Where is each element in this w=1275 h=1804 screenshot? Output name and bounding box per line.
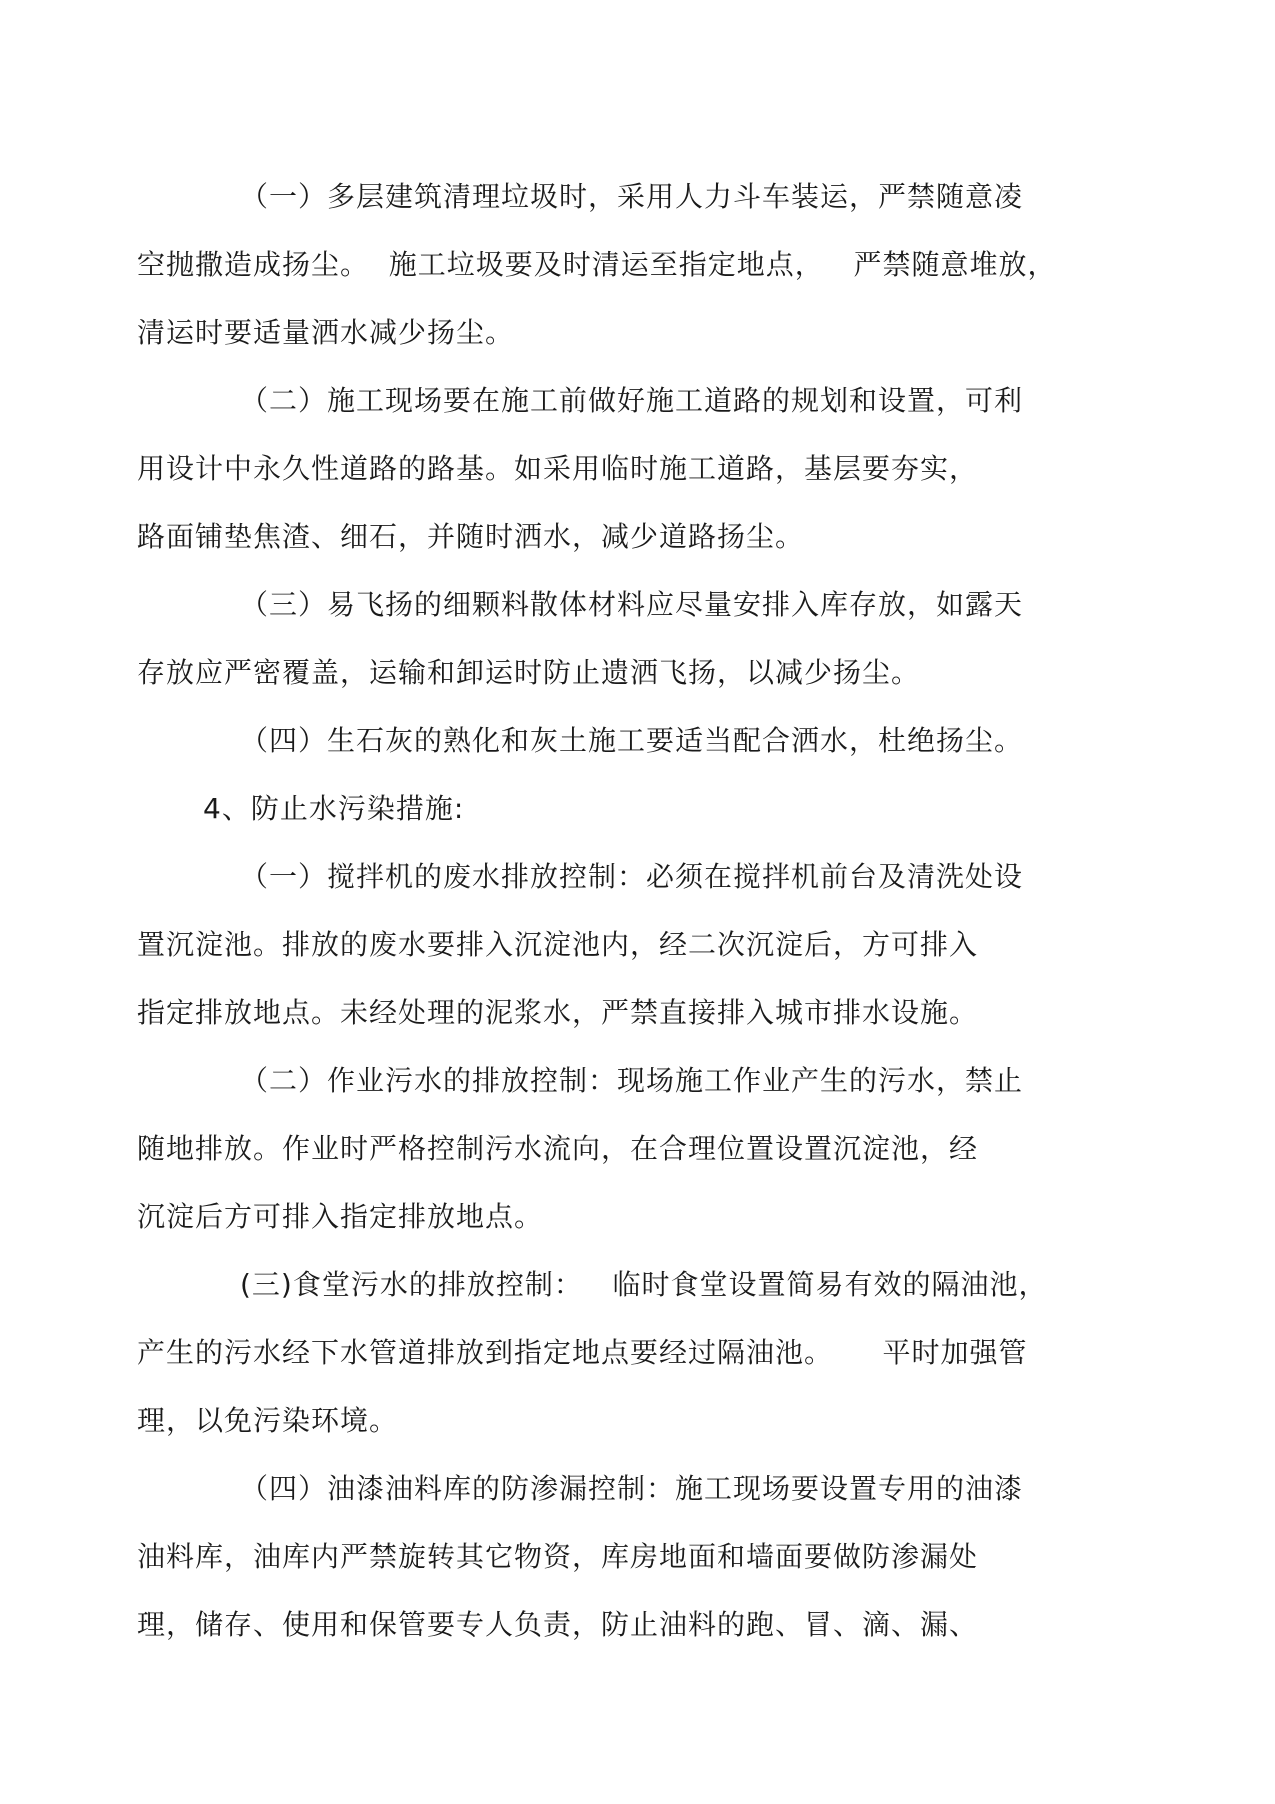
paragraph-line: (三)食堂污水的排放控制： 临时食堂设置简易有效的隔油池， [240, 1268, 1048, 1301]
paragraph-line: （二）作业污水的排放控制：现场施工作业产生的污水，禁止 [240, 1064, 1024, 1097]
paragraph-line: 路面铺垫焦渣、细石，并随时洒水，减少道路扬尘。 [137, 520, 805, 553]
paragraph-line: （四）油漆油料库的防渗漏控制：施工现场要设置专用的油漆 [240, 1472, 1024, 1505]
section-heading: 4、防止水污染措施: [203, 792, 465, 825]
paragraph-line: 理，以免污染环境。 [137, 1404, 399, 1437]
paragraph-line: 空抛撒造成扬尘。 施工垃圾要及时清运至指定地点， 严禁随意堆放， [137, 248, 1057, 281]
paragraph-line: （三）易飞扬的细颗料散体材料应尽量安排入库存放，如露天 [240, 588, 1024, 621]
paragraph-line: 油料库，油库内严禁旋转其它物资，库房地面和墙面要做防渗漏处 [137, 1540, 979, 1573]
paragraph-line: 清运时要适量洒水减少扬尘。 [137, 316, 515, 349]
paragraph-line: （一）多层建筑清理垃圾时，采用人力斗车装运，严禁随意凌 [240, 180, 1024, 213]
paragraph-line: 用设计中永久性道路的路基。如采用临时施工道路，基层要夯实， [137, 452, 979, 485]
paragraph-line: 存放应严密覆盖，运输和卸运时防止遗洒飞扬，以减少扬尘。 [137, 656, 921, 689]
paragraph-line: （四）生石灰的熟化和灰土施工要适当配合洒水，杜绝扬尘。 [240, 724, 1024, 757]
paragraph-line: 产生的污水经下水管道排放到指定地点要经过隔油池。 平时加强管 [137, 1336, 1028, 1369]
paragraph-line: 沉淀后方可排入指定排放地点。 [137, 1200, 544, 1233]
paragraph-line: 指定排放地点。未经处理的泥浆水，严禁直接排入城市排水设施。 [137, 996, 979, 1029]
paragraph-line: （二）施工现场要在施工前做好施工道路的规划和设置，可利 [240, 384, 1024, 417]
paragraph-line: （一）搅拌机的废水排放控制：必须在搅拌机前台及清洗处设 [240, 860, 1024, 893]
paragraph-line: 置沉淀池。排放的废水要排入沉淀池内，经二次沉淀后，方可排入 [137, 928, 979, 961]
paragraph-line: 随地排放。作业时严格控制污水流向，在合理位置设置沉淀池，经 [137, 1132, 979, 1165]
paragraph-line: 理，储存、使用和保管要专人负责，防止油料的跑、冒、滴、漏、 [137, 1608, 979, 1641]
